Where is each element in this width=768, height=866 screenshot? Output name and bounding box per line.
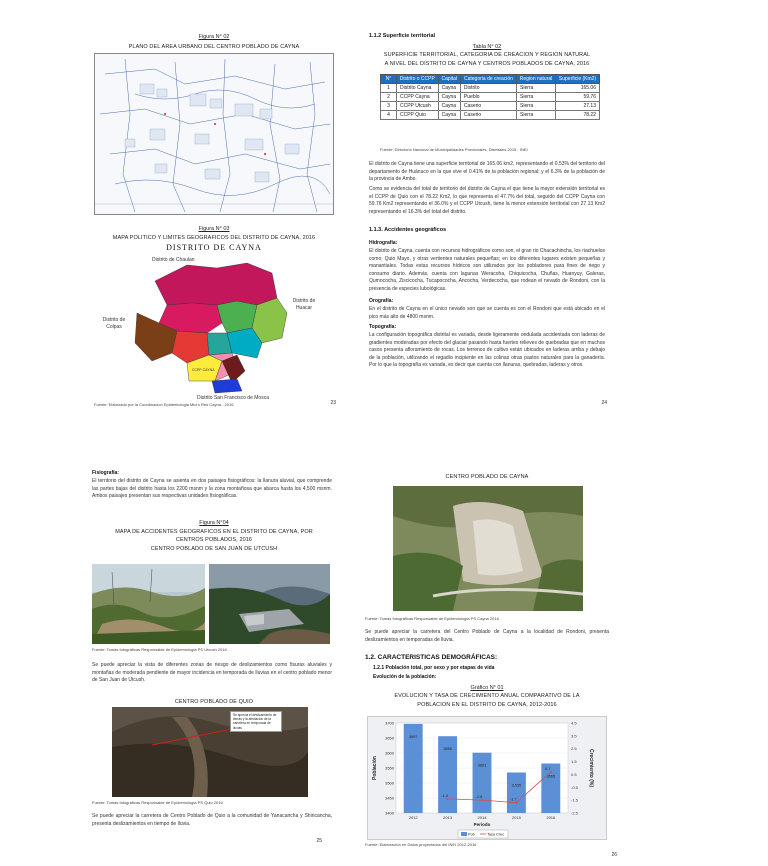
x-tick-label: 2016 xyxy=(546,815,556,820)
x-tick-label: 2014 xyxy=(477,815,487,820)
cayna-landslide-photo xyxy=(393,486,583,611)
x-tick-label: 2013 xyxy=(443,815,453,820)
y-tick-label: 3500 xyxy=(385,780,394,786)
table-cell: Caserio xyxy=(460,102,516,111)
graph-01-title-1: EVOLUCION Y TASA DE CRECIMIENTO ANUAL COMPARATIVO DE LA xyxy=(394,693,580,699)
table-cell: Sierra xyxy=(517,93,556,102)
topografia-text: La configuración topográfica distrital es variada, desde ligeramente ondulada accidentada con laderas de gradientes moderadas por efecto del glaciar pasando hasta fuertes relieves de quebradas que en muchos casos presenta afloramiento de rocas. Los terrenos de cultivo están ubicados en laderas arriba y debajo de la población, utilizando el regadío incipiente en las colinas otras pastos naturales para la ganadería. Por lo que la topografía es variada, es decir que cuenta con llanuras, quebradas, laderas y otros. xyxy=(369,332,605,368)
legend-swatch-bar xyxy=(461,832,467,836)
map-label-north: Distrito de Chaulan xyxy=(152,257,195,263)
figure-02-ref: Figura N° 02 xyxy=(198,34,230,40)
col-header: Categoria de creación xyxy=(460,75,516,84)
graph-01-source: Fuente: Elaboración en Datos proyectados del INEI 2012-2016 xyxy=(365,842,477,847)
y-tick-label: 3400 xyxy=(385,810,394,816)
table-header-row xyxy=(381,75,600,84)
fisiografia-heading: Fisiografía: xyxy=(92,470,119,476)
utcush-paragraph: Se puede apreciar la vista de diferentes zonas de riesgo de deslizamientos como fisuras aluviales y montañas de moderada pendiente de mayor incidencia en temporada de lluvias en el centro poblado menor de San Juan de Utcush. xyxy=(92,662,332,683)
figure-04-title-1: MAPA DE ACCIDENTES GEOGRAFICOS EN EL DISTRITO DE CAYNA, POR xyxy=(115,529,313,535)
quio-title: CENTRO POBLADO DE QUIO xyxy=(174,699,254,705)
map-label-ccpp: CCPP CAYNA xyxy=(192,368,215,372)
rate-value-label: -1.7 xyxy=(510,797,517,802)
rate-point xyxy=(515,802,517,804)
bar xyxy=(507,773,526,814)
table-row xyxy=(381,102,600,111)
table-cell: 165.06 xyxy=(556,84,600,93)
quio-paragraph: Se puede apreciar la carretera de Centro Poblado de Quio a la comunidad de Yanacancha y Shiricancha, presenta deslizamientos en tiempo de lluvia. xyxy=(92,813,332,827)
table-cell: 3 xyxy=(381,102,397,111)
col-header: Superficie (Km2) xyxy=(556,75,600,84)
col-header: Distrito o CCPP xyxy=(397,75,439,84)
table-cell: Cayna xyxy=(438,84,460,93)
figure-02-title: PLANO DEL AREA URBANO DEL CENTRO POBLADO DE CAYNA xyxy=(128,44,300,50)
col-header: N° xyxy=(381,75,397,84)
figure-04-title-3: CENTRO POBLADO DE SAN JUAN DE UTCUSH xyxy=(150,546,278,552)
x-tick-label: 2012 xyxy=(408,815,418,820)
map-label-east: Distrito de Huacar xyxy=(292,298,316,311)
page-number: 25 xyxy=(316,838,322,844)
legend-label: Tasa Crec xyxy=(487,832,505,837)
figure-03-title: MAPA POLITICO Y LIMITES GEOGRAFICOS DEL DISTRITO DE CAYNA, 2016 xyxy=(112,235,316,241)
bar-value-label: 3601 xyxy=(477,763,487,768)
table-cell: Caserio xyxy=(460,111,516,120)
rate-value-label: -1.5 xyxy=(475,795,483,800)
y2-tick-label: 3.5 xyxy=(571,733,577,739)
quio-photo xyxy=(112,707,308,797)
page-26 xyxy=(365,466,625,861)
figure-04-title-2: CENTROS POBLADOS, 2016 xyxy=(175,537,253,543)
population-subheading: 1.2.1 Población total, por sexo y por etapas de vida xyxy=(373,665,495,671)
evolution-subheading: Evolución de la población: xyxy=(373,674,437,680)
bar-value-label: 3656 xyxy=(443,747,452,752)
graph-01-title-2: POBLACION EN EL DISTRITO DE CAYNA, 2012-2016 xyxy=(417,702,557,708)
table-cell: CCPP Quio xyxy=(397,111,439,120)
political-map xyxy=(97,243,331,401)
table-02-source: Fuente: Directorio Nacional de Municipalidades Provinciales, Distritales 2015 - INEI xyxy=(380,147,528,152)
table-cell: CCPP Cayna xyxy=(397,93,439,102)
population-chart xyxy=(367,716,607,840)
bar-value-label: 3565 xyxy=(546,774,556,779)
rate-point xyxy=(550,771,552,773)
table-cell: 27.13 xyxy=(556,102,600,111)
orografia-heading: Orografía: xyxy=(369,298,394,304)
hidrografia-text: El distrito de Cayna, cuenta con recursos hidrográficos como son, el gran rio Chacachincha, los riachuelos como; Quio Mayo, y otras vertientes naturales pequeñas; en los diferentes lugares existen pequeñas y manantiales. Todas estas recursos hídricos son utilizados por los pobladores para fines de riego y consumo diario. Además, cuenta con lagunas Weracoha, Chiquicocha, Chuñas, Huanyuy, Galeras, Qumococha, Ziscicocha, Tucapococha, Ancocha, Verdecocha, que rodean el nevado de Rondoni, con la presencia de especies lubológicas. xyxy=(369,248,605,292)
table-cell: Sierra xyxy=(517,84,556,93)
figure-03-ref: Figura N° 03 xyxy=(198,226,230,232)
territory-table xyxy=(380,74,600,120)
y-tick-label: 3700 xyxy=(385,720,394,726)
table-cell: 2 xyxy=(381,93,397,102)
urban-plan-image xyxy=(94,53,334,215)
col-header: Region natural xyxy=(517,75,556,84)
y-axis-label: Población xyxy=(372,756,378,780)
quio-callout: Se aprecia el deslizamiento de tierras y la afectación de la carretera en temporada de lluvias xyxy=(230,711,282,732)
utcush-photo-1 xyxy=(92,564,205,644)
bar-value-label: 3697 xyxy=(408,734,418,739)
y2-tick-label: 2.5 xyxy=(571,746,577,752)
section-accidentes: 1.1.3. Accidentes geográficos xyxy=(369,227,447,233)
table-02-title-2: A NIVEL DEL DISTRITO DE CAYNA Y CENTROS POBLADOS DE CAYNA, 2016 xyxy=(384,61,590,67)
y2-tick-label: 4.5 xyxy=(571,720,577,726)
table-row xyxy=(381,111,600,120)
paragraph-superficie: El distrito de Cayna tiene una superficie territorial de 165.06 km2, representando el 0.53% del territorio del departamento de Huánuco en la que vive el 0.41% de la población regional; y el 6.3% de la población de la provincia de Ambo. xyxy=(369,161,605,182)
y2-tick-label: -2.5 xyxy=(571,810,578,816)
figure-03-source: Fuente: Elaborado por la Coordinacion Epidemiologia Micro Red Cayna - 2016 xyxy=(94,402,234,407)
page-24 xyxy=(365,30,609,412)
y2-tick-label: -1.5 xyxy=(571,797,578,803)
graph-01-ref: Gráfico N° 01 xyxy=(470,685,504,691)
rate-value-label: -1.4 xyxy=(441,793,448,798)
table-cell: 78.22 xyxy=(556,111,600,120)
table-cell: 1 xyxy=(381,84,397,93)
section-heading: 1.1.2 Superficie territorial xyxy=(369,33,436,39)
table-cell: Pueblo xyxy=(460,93,516,102)
map-title: DISTRITO DE CAYNA xyxy=(166,243,262,252)
page-25 xyxy=(92,466,336,848)
y2-tick-label: -0.5 xyxy=(571,784,578,790)
hidrografia-heading: Hidrografía: xyxy=(369,240,398,246)
page-23 xyxy=(92,28,336,410)
y-tick-label: 3450 xyxy=(385,795,394,801)
utcush-photo-source: Fuente: Tomas fotográficas Responsable de Epidemiología PS Utcush 2016 xyxy=(92,647,227,652)
page-number: 24 xyxy=(601,400,607,406)
fisiografia-text: El territorio del distrito de Cayna se asienta en dos paisajes fisiográficos: la llanura aluvial, que comprende las partes bajas del distrito hasta los 2200 msnm y la zona montañosa que abarca hasta los 4,500 msnm. Ambos paisajes presentan sus respectivas unidades fisiográficas. xyxy=(92,478,332,499)
quio-photo-source: Fuente: Tomas fotográficas Responsable de Epidemiología PS Quio 2016 xyxy=(92,800,223,805)
table-02-ref: Tabla N° 02 xyxy=(472,44,502,50)
y-tick-label: 3650 xyxy=(385,735,394,741)
rate-point xyxy=(481,799,483,801)
bar-value-label: 3,535 xyxy=(511,783,522,788)
col-header: Capital xyxy=(438,75,460,84)
table-cell: CCPP Utcush xyxy=(397,102,439,111)
topografia-heading: Topografía: xyxy=(369,324,397,330)
cayna-photo-title: CENTRO POBLADO DE CAYNA xyxy=(445,474,529,480)
y2-tick-label: 1.5 xyxy=(571,759,577,765)
y-tick-label: 3550 xyxy=(385,765,394,771)
x-tick-label: 2015 xyxy=(511,815,521,820)
cayna-paragraph: Se puede apreciar la carretera del Centro Poblado de Cayna a la localidad de Rondoni, presenta deslizamientos en temporadas de lluvia. xyxy=(365,629,609,643)
table-cell: 59.76 xyxy=(556,93,600,102)
paragraph-extension: Como se evidencia del total de territorio del distrito de Cayna el que tiene la mayor extensión territorial es el CCPP de Quio con el 78.22 Km2, lo que representa el 47.7% del total, seguido del CCPP Cayna con 59.76 Km2 representando el 36.0% y el CCPP Utcush, tiene la menor extensión territorial con 27.13 Km2 representando el 16.3% del total del distrito. xyxy=(369,186,605,215)
table-row xyxy=(381,93,600,102)
rate-point xyxy=(447,798,449,800)
page-number: 23 xyxy=(330,400,336,406)
demographic-section: 1.2. CARACTERISTICAS DEMOGRÁFICAS: xyxy=(365,654,498,661)
table-row xyxy=(381,84,600,93)
table-cell: Cayna xyxy=(438,93,460,102)
table-cell: Distrito Cayna xyxy=(397,84,439,93)
table-cell: Cayna xyxy=(438,102,460,111)
table-cell: Cayna xyxy=(438,111,460,120)
table-02-title-1: SUPERFICIE TERRITORIAL, CATEGORIA DE CREACION Y REGION NATURAL xyxy=(383,52,591,58)
cayna-photo-source: Fuente: Tomas fotográficas Responsable de Epidemiología PS Cayna 2016 xyxy=(365,616,499,621)
table-cell: Sierra xyxy=(517,111,556,120)
legend-label: Pob xyxy=(468,832,475,837)
table-cell: 4 xyxy=(381,111,397,120)
orografia-text: En el distrito de Cayna en el único nevado son que se cuenta es con el Rondoni que está ubicado en el pico más alto de 4800 msnm. xyxy=(369,306,605,320)
utcush-photo-2 xyxy=(209,564,330,644)
y-tick-label: 3600 xyxy=(385,750,394,756)
y2-tick-label: 0.5 xyxy=(571,771,577,777)
bar xyxy=(473,753,492,813)
y2-axis-label: Crecimiento (%) xyxy=(588,748,594,788)
figure-04-ref: Figura N°04 xyxy=(199,520,229,526)
rate-value-label: 0.7 xyxy=(545,766,551,771)
table-cell: Sierra xyxy=(517,102,556,111)
map-label-south: Distrito San Francisco de Mosca xyxy=(197,395,269,401)
page-number: 26 xyxy=(611,852,617,858)
map-label-west: Distrito de Colpas xyxy=(102,317,126,330)
table-cell: Distrito xyxy=(460,84,516,93)
x-axis-label: Periodo xyxy=(473,822,491,827)
